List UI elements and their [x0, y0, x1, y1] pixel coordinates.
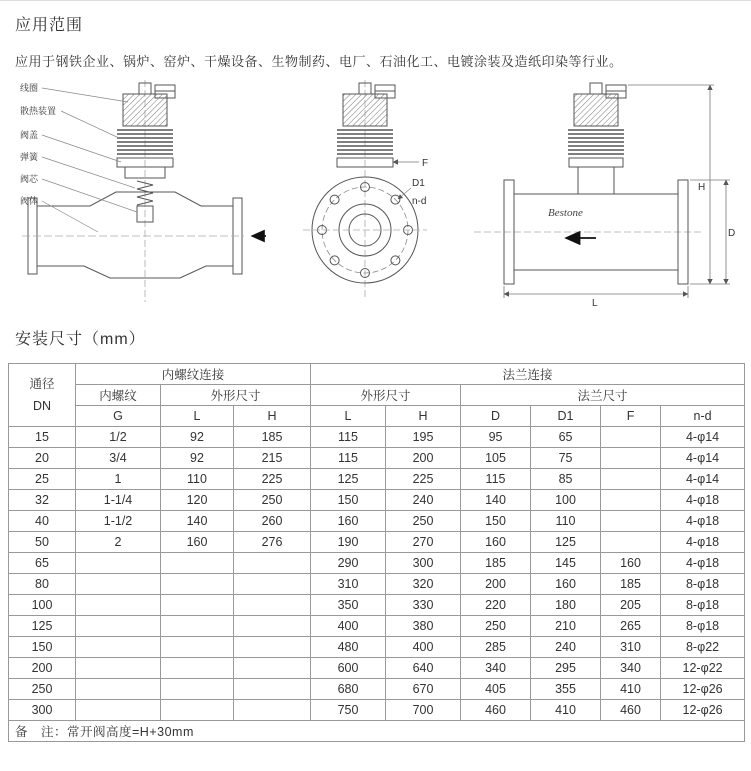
- application-text: 应用于钢铁企业、锅炉、窑炉、干燥设备、生物制药、电厂、石油化工、电镀涂装及造纸印染等行业。: [15, 54, 623, 69]
- table-cell: 4-φ18: [661, 553, 745, 574]
- table-cell: 8-φ18: [661, 616, 745, 637]
- table-cell: 8-φ18: [661, 595, 745, 616]
- col-subgroup-thread: 内螺纹: [76, 385, 161, 406]
- table-cell: [234, 574, 311, 595]
- table-cell: 250: [386, 511, 461, 532]
- col-header-dn-line2: DN: [32, 399, 52, 413]
- table-cell: [161, 700, 234, 721]
- table-cell: 100: [531, 490, 601, 511]
- table-cell: 4-φ18: [661, 532, 745, 553]
- part-label-body: 阀体: [20, 196, 39, 206]
- table-row: [9, 616, 745, 637]
- table-cell: [161, 553, 234, 574]
- table-cell: [234, 658, 311, 679]
- table-cell: 285: [461, 637, 531, 658]
- table-cell: 12-φ26: [661, 679, 745, 700]
- table-row: [9, 511, 745, 532]
- table-cell: 225: [386, 469, 461, 490]
- header-row-subgroups: [9, 385, 745, 406]
- table-cell: 92: [161, 427, 234, 448]
- table-cell: [234, 637, 311, 658]
- table-cell: 185: [234, 427, 311, 448]
- table-cell: [76, 679, 161, 700]
- part-label-bonnet: 阀盖: [20, 130, 39, 140]
- table-cell: 150: [9, 637, 76, 658]
- table-cell: [76, 595, 161, 616]
- table-cell: 670: [386, 679, 461, 700]
- table-row: [9, 700, 745, 721]
- table-cell: 380: [386, 616, 461, 637]
- table-cell: [161, 595, 234, 616]
- table-cell: 1-1/4: [76, 490, 161, 511]
- col-header-dn: [9, 364, 76, 427]
- table-cell: 8-φ22: [661, 637, 745, 658]
- table-cell: 340: [461, 658, 531, 679]
- table-cell: [76, 553, 161, 574]
- table-cell: 85: [531, 469, 601, 490]
- valve-side-diagram: [472, 80, 737, 308]
- table-cell: [601, 490, 661, 511]
- section-title-dimensions: 安装尺寸（mm）: [15, 331, 146, 348]
- table-cell: 185: [601, 574, 661, 595]
- table-cell: 75: [531, 448, 601, 469]
- table-cell: 250: [234, 490, 311, 511]
- table-cell: [234, 553, 311, 574]
- table-cell: 750: [311, 700, 386, 721]
- section-title-application: 应用范围: [15, 17, 84, 34]
- table-cell: 20: [9, 448, 76, 469]
- note-row: [9, 721, 745, 742]
- table-cell: 40: [9, 511, 76, 532]
- table-cell: [161, 679, 234, 700]
- table-cell: [601, 532, 661, 553]
- table-cell: 190: [311, 532, 386, 553]
- part-label-spring: 弹簧: [20, 152, 39, 162]
- table-cell: 215: [234, 448, 311, 469]
- col-group-flange-connection: 法兰连接: [311, 364, 745, 385]
- table-cell: [161, 574, 234, 595]
- table-cell: [601, 469, 661, 490]
- table-note: 备 注：常开阀高度=H+30mm: [9, 721, 745, 742]
- table-cell: 405: [461, 679, 531, 700]
- table-cell: [234, 700, 311, 721]
- table-cell: 460: [601, 700, 661, 721]
- table-cell: 4-φ14: [661, 448, 745, 469]
- table-cell: 145: [531, 553, 601, 574]
- table-cell: 150: [461, 511, 531, 532]
- table-cell: 340: [601, 658, 661, 679]
- dim-label-l: L: [592, 298, 598, 308]
- table-cell: 125: [531, 532, 601, 553]
- dim-label-d: D: [728, 228, 736, 239]
- table-cell: [76, 637, 161, 658]
- valve-front-diagram: [285, 80, 455, 308]
- table-row: [9, 469, 745, 490]
- table-cell: 4-φ18: [661, 490, 745, 511]
- table-cell: 110: [531, 511, 601, 532]
- table-cell: 95: [461, 427, 531, 448]
- table-cell: 290: [311, 553, 386, 574]
- table-cell: 32: [9, 490, 76, 511]
- col-subgroup-thread-dims: 外形尺寸: [161, 385, 311, 406]
- dim-label-d1: D1: [412, 178, 425, 189]
- table-cell: 200: [461, 574, 531, 595]
- table-row: [9, 595, 745, 616]
- table-cell: 225: [234, 469, 311, 490]
- table-cell: [234, 679, 311, 700]
- table-cell: 310: [311, 574, 386, 595]
- table-cell: 320: [386, 574, 461, 595]
- table-cell: 250: [9, 679, 76, 700]
- table-cell: 105: [461, 448, 531, 469]
- table-cell: 12-φ22: [661, 658, 745, 679]
- col-header-f: F: [601, 406, 661, 427]
- table-cell: 355: [531, 679, 601, 700]
- table-cell: 250: [461, 616, 531, 637]
- table-cell: [234, 595, 311, 616]
- table-row: [9, 490, 745, 511]
- table-cell: 110: [161, 469, 234, 490]
- table-cell: 160: [601, 553, 661, 574]
- table-cell: 4-φ14: [661, 469, 745, 490]
- table-cell: 276: [234, 532, 311, 553]
- col-group-thread-connection: 内螺纹连接: [76, 364, 311, 385]
- table-cell: 205: [601, 595, 661, 616]
- table-cell: 260: [234, 511, 311, 532]
- table-cell: 200: [9, 658, 76, 679]
- dim-label-nd: n-d: [412, 196, 427, 207]
- table-cell: [234, 616, 311, 637]
- table-cell: 700: [386, 700, 461, 721]
- table-cell: [601, 427, 661, 448]
- table-cell: 8-φ18: [661, 574, 745, 595]
- table-cell: 120: [161, 490, 234, 511]
- table-cell: 4-φ14: [661, 427, 745, 448]
- table-row: [9, 574, 745, 595]
- table-row: [9, 553, 745, 574]
- table-cell: 410: [531, 700, 601, 721]
- table-cell: 160: [531, 574, 601, 595]
- table-cell: [161, 658, 234, 679]
- table-cell: 180: [531, 595, 601, 616]
- header-row-columns: [9, 406, 745, 427]
- table-cell: 115: [311, 448, 386, 469]
- table-row: [9, 448, 745, 469]
- table-cell: [76, 616, 161, 637]
- table-cell: 310: [601, 637, 661, 658]
- table-cell: 240: [531, 637, 601, 658]
- table-cell: 640: [386, 658, 461, 679]
- col-header-flange-l: L: [311, 406, 386, 427]
- table-cell: 65: [9, 553, 76, 574]
- table-cell: [161, 637, 234, 658]
- header-row-groups: [9, 364, 745, 385]
- table-cell: 125: [311, 469, 386, 490]
- table-cell: 600: [311, 658, 386, 679]
- col-header-d: D: [461, 406, 531, 427]
- table-cell: 220: [461, 595, 531, 616]
- table-cell: 15: [9, 427, 76, 448]
- table-cell: 330: [386, 595, 461, 616]
- table-cell: 125: [9, 616, 76, 637]
- table-cell: [76, 700, 161, 721]
- table-cell: 195: [386, 427, 461, 448]
- table-cell: 160: [461, 532, 531, 553]
- table-cell: 12-φ26: [661, 700, 745, 721]
- table-cell: [161, 616, 234, 637]
- dim-label-h: H: [698, 182, 706, 193]
- table-cell: 265: [601, 616, 661, 637]
- table-cell: 1: [76, 469, 161, 490]
- col-header-thread-l: L: [161, 406, 234, 427]
- col-header-g: G: [76, 406, 161, 427]
- table-cell: 150: [311, 490, 386, 511]
- table-cell: 100: [9, 595, 76, 616]
- table-cell: 200: [386, 448, 461, 469]
- table-row: [9, 532, 745, 553]
- valve-diagrams: [18, 80, 737, 310]
- table-cell: 1-1/2: [76, 511, 161, 532]
- table-row: [9, 427, 745, 448]
- table-cell: [76, 574, 161, 595]
- table-cell: [601, 511, 661, 532]
- part-label-core: 阀芯: [20, 174, 39, 184]
- table-row: [9, 679, 745, 700]
- col-subgroup-flange-size: 法兰尺寸: [461, 385, 745, 406]
- table-cell: 160: [311, 511, 386, 532]
- table-cell: 2: [76, 532, 161, 553]
- table-cell: [76, 658, 161, 679]
- table-cell: 140: [161, 511, 234, 532]
- brand-label: Bestone: [548, 207, 583, 219]
- table-cell: 350: [311, 595, 386, 616]
- table-cell: 185: [461, 553, 531, 574]
- table-cell: 400: [311, 616, 386, 637]
- table-cell: 140: [461, 490, 531, 511]
- table-cell: 4-φ18: [661, 511, 745, 532]
- table-cell: 460: [461, 700, 531, 721]
- valve-section-diagram: [18, 80, 268, 308]
- table-cell: 3/4: [76, 448, 161, 469]
- table-row: [9, 658, 745, 679]
- table-cell: 300: [9, 700, 76, 721]
- table-cell: 65: [531, 427, 601, 448]
- table-cell: 295: [531, 658, 601, 679]
- table-cell: 270: [386, 532, 461, 553]
- table-cell: 25: [9, 469, 76, 490]
- table-cell: 210: [531, 616, 601, 637]
- col-header-flange-h: H: [386, 406, 461, 427]
- table-cell: 160: [161, 532, 234, 553]
- dimension-table: [8, 363, 745, 742]
- col-header-thread-h: H: [234, 406, 311, 427]
- col-subgroup-flange-dims: 外形尺寸: [311, 385, 461, 406]
- page: [0, 12, 751, 742]
- col-header-dn-line1: 通径: [29, 377, 55, 391]
- col-header-d1: D1: [531, 406, 601, 427]
- table-row: [9, 637, 745, 658]
- table-cell: 115: [461, 469, 531, 490]
- dimension-table-body: [9, 427, 745, 721]
- part-label-coil: 线圈: [20, 83, 39, 93]
- table-cell: [601, 448, 661, 469]
- dim-label-f: F: [422, 158, 429, 169]
- table-cell: 400: [386, 637, 461, 658]
- col-header-nd: n-d: [661, 406, 745, 427]
- table-cell: 240: [386, 490, 461, 511]
- table-cell: 480: [311, 637, 386, 658]
- table-cell: 410: [601, 679, 661, 700]
- table-cell: 1/2: [76, 427, 161, 448]
- part-label-heatsink: 散热装置: [20, 106, 57, 116]
- table-cell: 680: [311, 679, 386, 700]
- table-cell: 300: [386, 553, 461, 574]
- table-cell: 50: [9, 532, 76, 553]
- table-cell: 80: [9, 574, 76, 595]
- table-cell: 92: [161, 448, 234, 469]
- table-cell: 115: [311, 427, 386, 448]
